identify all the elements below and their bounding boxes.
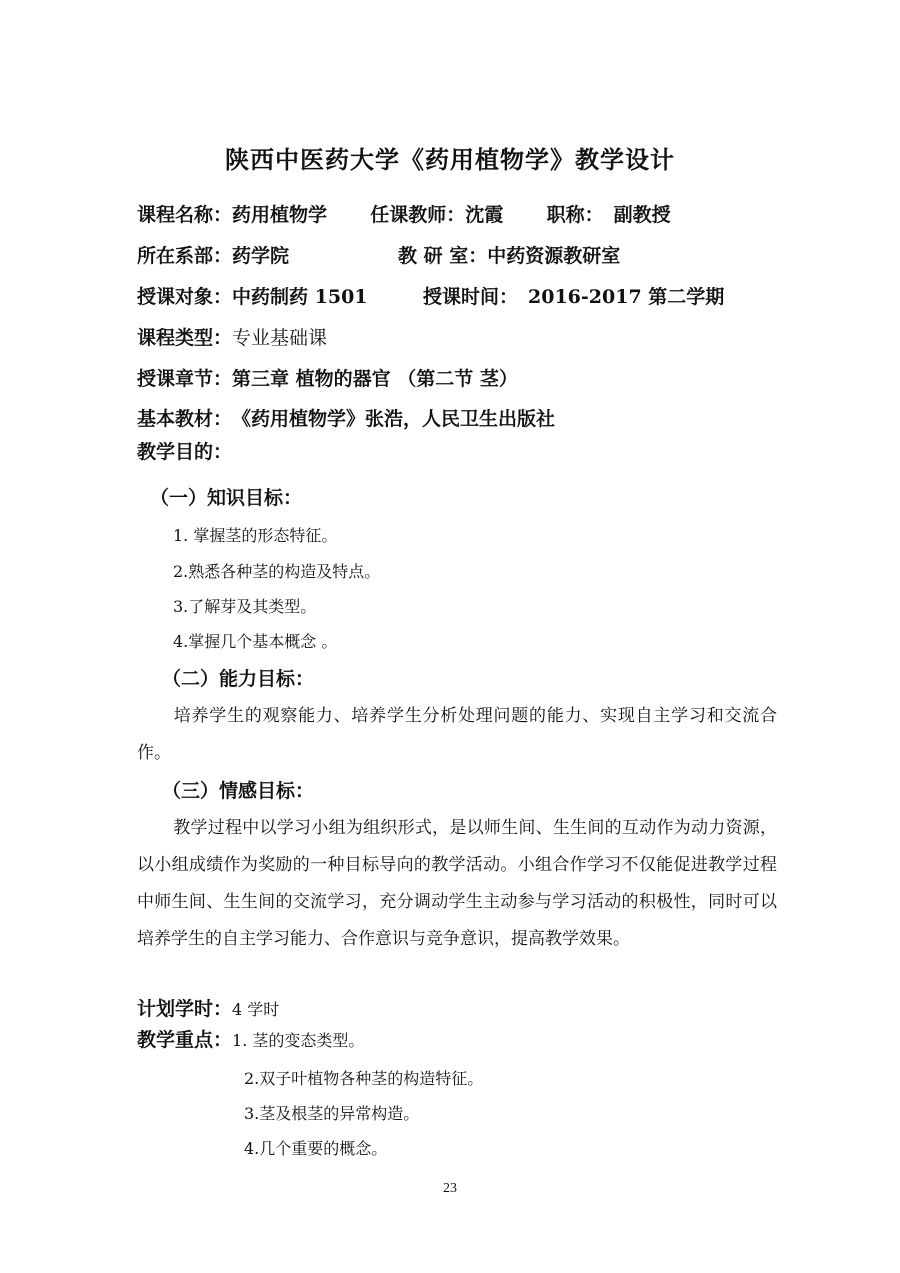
textbook-label: 基本教材： bbox=[137, 408, 233, 430]
keypoint-item-1: 1. 茎的变态类型。 bbox=[232, 1031, 365, 1050]
teacher-name: 沈霞 bbox=[465, 204, 504, 226]
dept-label: 所在系部： bbox=[137, 245, 233, 267]
emotion-text: 教学过程中以学习小组为组织形式，是以师生间、生生间的互动作为动力资源，以小组成绩作为奖励的一种目标导向的教学活动。小组合作学习不仅能促进教学过程中师生间、生生间的交流学习，充分调动学生主动参与学习活动的积极性，同时可以培养学生的自主学习能力、合作意识与竞争意识，提高教学效果。 bbox=[137, 818, 777, 949]
target-value: 中药制药 1501 bbox=[232, 286, 368, 308]
dept-value: 药学院 bbox=[232, 245, 290, 267]
keypoint-item-2: 2.双子叶植物各种茎的构造特征。 bbox=[244, 1069, 484, 1088]
emotion-heading: （三）情感目标： bbox=[162, 780, 315, 802]
target-info-row bbox=[137, 282, 368, 309]
objectives-label: 教学目的： bbox=[137, 441, 233, 463]
keypoint-item-3: 3.茎及根茎的异常构造。 bbox=[244, 1104, 420, 1123]
keypoints-label: 教学重点： bbox=[137, 1029, 233, 1051]
target-label: 授课对象： bbox=[137, 286, 233, 308]
page-title: 陕西中医药大学《药用植物学》教学设计 bbox=[225, 145, 675, 174]
rank-label: 职称： bbox=[546, 204, 604, 226]
hours-row bbox=[137, 994, 279, 1021]
chapter-label: 授课章节： bbox=[137, 368, 233, 390]
textbook-value: 《药用植物学》张浩，人民卫生出版社 bbox=[232, 408, 556, 430]
course-info-row bbox=[137, 200, 671, 227]
ability-heading: （二）能力目标： bbox=[162, 668, 315, 690]
knowledge-item-1: 1. 掌握茎的形态特征。 bbox=[173, 526, 338, 545]
type-value: 专业基础课 bbox=[232, 327, 328, 349]
ability-paragraph bbox=[137, 698, 777, 772]
type-label: 课程类型： bbox=[137, 327, 233, 349]
hours-label: 计划学时： bbox=[137, 998, 233, 1020]
course-name-label: 课程名称： bbox=[137, 204, 233, 226]
knowledge-heading: （一）知识目标： bbox=[150, 487, 303, 509]
emotion-paragraph bbox=[137, 810, 777, 958]
keypoints-row bbox=[137, 1025, 364, 1052]
time-info bbox=[423, 282, 724, 309]
chapter-info-row bbox=[137, 364, 518, 391]
keypoint-item-4: 4.几个重要的概念。 bbox=[244, 1139, 388, 1158]
teacher-label: 任课教师： bbox=[370, 204, 466, 226]
time-label: 授课时间： bbox=[423, 286, 519, 308]
rank-value: 副教授 bbox=[613, 204, 671, 226]
page-number: 23 bbox=[443, 1181, 457, 1196]
knowledge-item-4: 4.掌握几个基本概念 。 bbox=[173, 632, 338, 651]
chapter-value: 第三章 植物的器官 （第二节 茎） bbox=[232, 368, 518, 390]
office-label: 教 研 室： bbox=[398, 245, 488, 267]
course-name: 药用植物学 bbox=[232, 204, 328, 226]
hours-value: 4 学时 bbox=[232, 1000, 280, 1019]
knowledge-item-2: 2.熟悉各种茎的构造及特点。 bbox=[173, 562, 381, 581]
office-info bbox=[398, 241, 620, 268]
dept-info-row bbox=[137, 241, 289, 268]
type-info-row bbox=[137, 323, 327, 350]
knowledge-item-3: 3.了解芽及其类型。 bbox=[173, 597, 317, 616]
office-value: 中药资源教研室 bbox=[487, 245, 621, 267]
time-value: 2016-2017 第二学期 bbox=[528, 286, 725, 308]
ability-text: 培养学生的观察能力、培养学生分析处理问题的能力、实现自主学习和交流合作。 bbox=[137, 706, 777, 763]
textbook-info-row bbox=[137, 404, 555, 431]
